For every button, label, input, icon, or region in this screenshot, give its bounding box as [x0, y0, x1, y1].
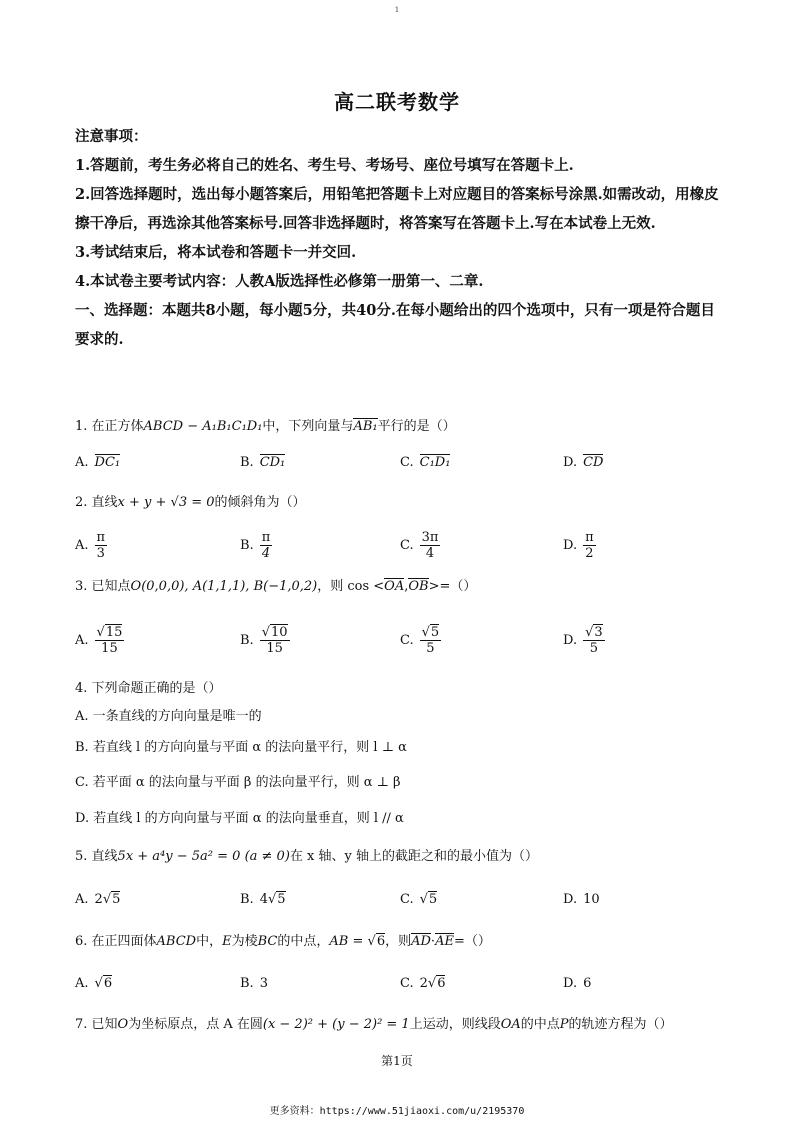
option-fraction — [95, 530, 108, 561]
fraction-num: π — [585, 529, 594, 545]
q1-stem-a: 1. 在正方体 — [75, 419, 144, 434]
option-coefficient: 2 — [94, 891, 103, 907]
q7-stem-e: 的轨迹方程为（） — [568, 1017, 673, 1032]
option-coefficient: 4 — [259, 891, 268, 907]
q6-edge: BC — [257, 934, 278, 949]
option-vector: DC₁ — [94, 455, 121, 470]
q3-points: O(0,0,0), A(1,1,1), B(−1,0,2) — [130, 579, 318, 594]
q2-expr: x + y + √3 = 0 — [117, 495, 215, 510]
page-mark: 1 — [394, 6, 400, 14]
q2-option-c[interactable] — [400, 528, 440, 562]
q6-vector-ae: AE — [435, 934, 454, 949]
fraction-den: 4 — [425, 545, 435, 561]
question-6-options — [75, 969, 725, 997]
option-fraction — [420, 530, 441, 561]
q1-cube: ABCD − A₁B₁C₁D₁ — [143, 419, 263, 434]
fraction-num: π — [96, 529, 106, 545]
question-1-options — [75, 448, 725, 476]
q3-option-b[interactable] — [240, 620, 290, 660]
q4-option-a[interactable]: A. 一条直线的方向向量是唯一的 — [75, 709, 262, 724]
option-label: B. — [240, 891, 254, 907]
option-label: D. — [563, 454, 578, 470]
option-label: A. — [75, 537, 89, 553]
fraction-den: 15 — [101, 640, 118, 656]
section-heading: 一、选择题：本题共8小题，每小题5分，共40分.在每小题给出的四个选项中，只有一项是符合题目要求的. — [75, 302, 715, 348]
fraction-den: 4 — [261, 545, 271, 561]
fraction-den: 5 — [589, 640, 599, 656]
option-label: C. — [400, 975, 414, 991]
q5-stem-a: 5. 直线 — [75, 849, 118, 864]
q6-solid: ABCD — [156, 934, 197, 949]
radicand: 5 — [430, 624, 440, 640]
option-fraction — [95, 625, 125, 656]
q6-option-d[interactable] — [563, 969, 591, 997]
note-item-1: 1.答题前，考生务必将自己的姓名、考生号、考场号、座位号填写在答题卡上. — [75, 157, 574, 174]
option-fraction — [583, 625, 605, 656]
fraction-num: √5 — [421, 624, 440, 640]
option-fraction — [260, 530, 273, 561]
q2-option-d[interactable] — [563, 528, 596, 562]
option-vector: C₁D₁ — [419, 455, 451, 470]
q3-vector-oa: OA — [384, 579, 405, 594]
q7-segment: OA — [500, 1017, 521, 1032]
fraction-den: 15 — [266, 640, 283, 656]
q5-option-c[interactable]: C. √ 5 — [400, 891, 438, 907]
option-label: B. — [240, 537, 254, 553]
q6-option-a[interactable]: A. √ 6 — [75, 975, 113, 991]
question-2-options — [75, 528, 725, 562]
radicand: 6 — [103, 976, 113, 991]
question-5-options — [75, 885, 725, 913]
q6-given: AB = — [329, 934, 368, 949]
note-item-3: 3.考试结束后，将本试卷和答题卡一并交回. — [75, 244, 357, 261]
radicand: 3 — [594, 624, 603, 640]
question-2-stem — [75, 494, 725, 512]
fraction-den: 3 — [96, 545, 105, 561]
note-item-2: 2.回答选择题时，选出每小题答案后，用铅笔把答题卡上对应题目的答案标号涂黑.如需改动，用橡皮擦干净后，再选涂其他答案标号.回答非选择题时，将答案写在答题卡上.写在本试卷上无效. — [75, 186, 719, 232]
more-resources-link[interactable]: 更多资料：https://www.51jiaoxi.com/u/2195370 — [269, 1106, 525, 1117]
q7-circle: (x − 2)² + (y − 2)² = 1 — [262, 1017, 410, 1032]
option-value: 6 — [583, 975, 592, 991]
notes-block — [75, 122, 725, 354]
option-label: C. — [400, 632, 414, 648]
q5-option-d[interactable] — [563, 885, 600, 913]
fraction-num: 3π — [421, 529, 439, 545]
question-5-stem — [75, 848, 725, 866]
option-fraction — [260, 625, 290, 656]
q3-stem-b: ，则 cos < — [317, 579, 385, 594]
q6-stem-a: 6. 在正四面体 — [75, 934, 157, 949]
radicand: 10 — [270, 624, 288, 640]
option-vector: CD₁ — [259, 455, 286, 470]
q1-option-a[interactable] — [75, 448, 120, 476]
fraction-den: 2 — [585, 545, 594, 561]
q6-given-radicand: 6 — [376, 934, 386, 949]
q6-vector-ad: AD — [411, 934, 431, 949]
q3-vector-ob: OB — [408, 579, 429, 594]
option-label: B. — [240, 454, 254, 470]
option-label: D. — [563, 891, 578, 907]
q7-origin: O — [117, 1017, 129, 1032]
question-4-stem: 4. 下列命题正确的是（） — [75, 681, 222, 696]
q6-option-c[interactable]: C. 2 √ 6 — [400, 975, 446, 991]
q1-option-d[interactable] — [563, 448, 603, 476]
option-label: C. — [400, 891, 414, 907]
fraction-num: √15 — [96, 624, 123, 640]
page-number: 第1页 — [381, 1054, 413, 1068]
q5-option-a[interactable]: A. 2 √ 5 — [75, 891, 121, 907]
q3-option-c[interactable] — [400, 620, 441, 660]
q6-stem-f: =（） — [453, 934, 491, 949]
q1-option-b[interactable] — [240, 448, 285, 476]
question-7-stem — [75, 1016, 725, 1034]
fraction-den: 5 — [426, 640, 435, 656]
option-value: 3 — [259, 975, 268, 991]
question-6-stem: 6. 在正四面体ABCD中，E为棱BC的中点，AB = √6，则AD·AE=（） — [75, 934, 491, 949]
q1-option-c[interactable] — [400, 448, 450, 476]
option-label: A. — [75, 975, 89, 991]
option-value: 10 — [583, 891, 600, 907]
q7-stem-b: 为坐标原点，点 A 在圆 — [128, 1017, 263, 1032]
q7-stem-d: 的中点 — [520, 1017, 560, 1032]
q6-point: E — [222, 934, 232, 949]
option-fraction — [420, 625, 442, 656]
q6-option-b[interactable] — [240, 969, 268, 997]
q3-option-a[interactable] — [75, 620, 124, 660]
q6-stem-c: 为棱 — [231, 934, 258, 949]
question-3-stem: 3. 已知点O(0,0,0), A(1,1,1), B(−1,0,2)，则 cos <OA,OB>=（） — [75, 579, 477, 594]
option-label: A. — [75, 891, 89, 907]
q6-dot: · — [430, 934, 436, 949]
option-coefficient: 2 — [419, 975, 428, 991]
q7-midpoint: P — [559, 1017, 569, 1032]
option-label: A. — [75, 454, 89, 470]
option-label: D. — [563, 632, 578, 648]
q6-stem-d: 的中点， — [277, 934, 330, 949]
page-title: 高二联考数学 — [334, 90, 460, 114]
q4-option-c[interactable]: C. 若平面 α 的法向量与平面 β 的法向量平行，则 α ⊥ β — [75, 775, 401, 790]
q3-option-d[interactable] — [563, 620, 605, 660]
q2-stem-b: 的倾斜角为（） — [214, 495, 306, 510]
q6-stem-e: ，则 — [385, 934, 412, 949]
q4-option-d[interactable]: D. 若直线 l 的方向向量与平面 α 的法向量垂直，则 l // α — [75, 811, 404, 826]
notes-heading: 注意事项： — [75, 128, 148, 145]
option-label: A. — [75, 632, 89, 648]
q7-stem-c: 上运动，则线段 — [409, 1017, 501, 1032]
fraction-num: π — [261, 529, 271, 545]
radicand: 5 — [277, 892, 286, 907]
option-vector: CD — [583, 455, 604, 470]
option-label: B. — [240, 632, 254, 648]
option-fraction — [583, 530, 596, 561]
q1-stem-c: 平行的是（） — [377, 419, 456, 434]
q1-stem-b: 中，下列向量与 — [262, 419, 354, 434]
fraction-num: √10 — [261, 624, 288, 640]
q3-stem-a: 3. 已知点 — [75, 579, 131, 594]
option-label: C. — [400, 537, 414, 553]
question-1-stem — [75, 418, 725, 436]
q6-stem-b: 中， — [196, 934, 223, 949]
radicand: 6 — [437, 976, 446, 991]
q3-stem-c: >=（） — [428, 579, 477, 594]
option-label: D. — [563, 975, 578, 991]
radicand: 5 — [428, 892, 438, 907]
q7-stem-a: 7. 已知 — [75, 1017, 118, 1032]
option-label: B. — [240, 975, 254, 991]
q5-option-b[interactable]: B. 4 √ 5 — [240, 891, 286, 907]
q5-expr: 5x + a⁴y − 5a² = 0 (a ≠ 0) — [117, 849, 290, 864]
radicand: 15 — [105, 624, 123, 640]
q2-option-b[interactable] — [240, 528, 272, 562]
q2-option-a[interactable] — [75, 528, 107, 562]
fraction-num: √3 — [585, 624, 603, 640]
option-label: D. — [563, 537, 578, 553]
q1-vector: AB₁ — [353, 419, 378, 434]
question-3-options — [75, 620, 725, 660]
radicand: 5 — [112, 892, 121, 907]
q4-option-b[interactable]: B. 若直线 l 的方向向量与平面 α 的法向量平行，则 l ⊥ α — [75, 740, 407, 755]
note-item-4: 4.本试卷主要考试内容：人教A版选择性必修第一册第一、二章. — [75, 273, 484, 290]
option-label: C. — [400, 454, 414, 470]
q5-stem-b: 在 x 轴、y 轴上的截距之和的最小值为（） — [289, 849, 538, 864]
q2-stem-a: 2. 直线 — [75, 495, 118, 510]
